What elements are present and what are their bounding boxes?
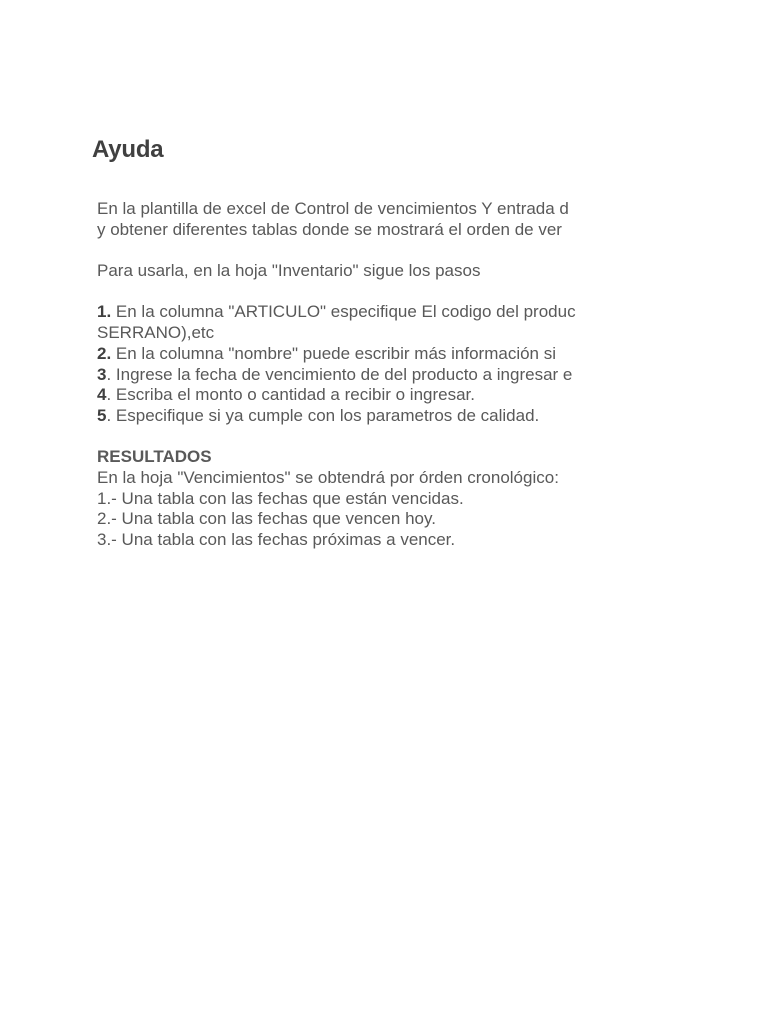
page-title: Ayuda	[92, 136, 164, 163]
spacer	[97, 282, 602, 303]
spacer	[97, 240, 602, 261]
help-content	[97, 199, 602, 551]
step-number: 1.	[97, 302, 112, 322]
step-text: En la columna "ARTICULO" especifique El codigo del produc	[111, 302, 576, 322]
step-2	[97, 344, 602, 365]
step-3	[97, 365, 602, 386]
results-item-2: 2.- Una tabla con las fechas que vencen hoy.	[97, 509, 436, 529]
step-text: En la columna "nombre" puede escribir más información si	[111, 343, 557, 363]
step-text: . Escriba el monto o cantidad a recibir o ingresar.	[106, 385, 475, 405]
results-item-1: 1.- Una tabla con las fechas que están vencidas.	[97, 488, 464, 508]
step-text: . Especifique si ya cumple con los parametros de calidad.	[106, 405, 540, 425]
results-heading: RESULTADOS	[97, 447, 212, 467]
intro-line-2: y obtener diferentes tablas donde se mostrará el orden de ver	[97, 219, 562, 239]
step-number: 4	[97, 385, 107, 405]
step-text: . Ingrese la fecha de vencimiento de del producto a ingresar e	[106, 364, 573, 384]
step-1	[97, 302, 602, 323]
step-5	[97, 406, 602, 427]
step-number: 2.	[97, 343, 112, 363]
step-number: 3	[97, 364, 107, 384]
intro-line-1: En la plantilla de excel de Control de vencimientos Y entrada d	[97, 199, 569, 218]
results-item-3: 3.- Una tabla con las fechas próximas a vencer.	[97, 530, 456, 549]
step-1-continuation: SERRANO),etc	[97, 323, 215, 343]
spacer	[97, 427, 602, 448]
step-number: 5	[97, 405, 107, 425]
step-4	[97, 385, 602, 406]
results-intro: En la hoja "Vencimientos" se obtendrá por órden cronológico:	[97, 467, 559, 487]
usage-text: Para usarla, en la hoja "Inventario" sigue los pasos	[97, 261, 481, 281]
